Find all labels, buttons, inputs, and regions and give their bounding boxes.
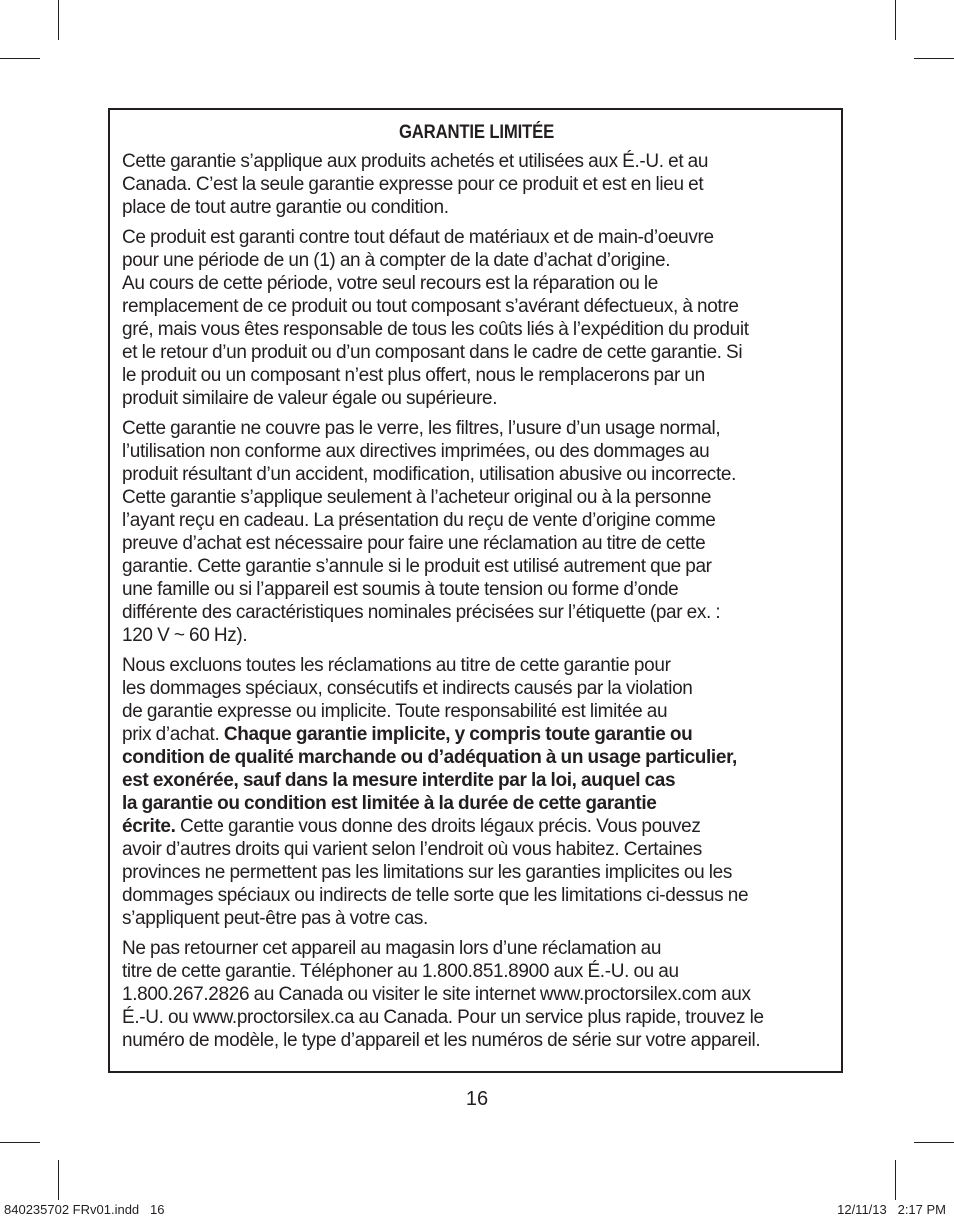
warranty-paragraph-liability bbox=[122, 654, 831, 930]
crop-mark bbox=[914, 1142, 954, 1143]
crop-mark bbox=[0, 58, 40, 59]
crop-mark bbox=[58, 1160, 59, 1200]
crop-mark bbox=[58, 0, 59, 40]
liability-text-start: Nous excluons toutes les réclamations au titre de cette garantie pour les dommages spéciaux, consécutifs et indirects causés par la violation de garantie expresse ou implicite. Toute responsabilité est limitée au prix d’achat. bbox=[122, 655, 693, 745]
crop-mark bbox=[895, 0, 896, 40]
crop-mark bbox=[0, 1142, 40, 1143]
liability-text-bold: Chaque garantie implicite, y compris toute garantie ou condition de qualité marchande ou d’adéquation à un usage particulier, est exonérée, sauf dans la mesure interdite par la loi, auquel cas la garantie ou condition est limitée à la durée de cette garantie écrite. bbox=[122, 724, 737, 837]
warranty-paragraph-coverage: Ce produit est garanti contre tout défaut de matériaux et de main-d’oeuvre pour une période de un (1) an à compter de la date d’achat d’origine. Au cours de cette période, votre seul recours est la réparation ou le remplacement de ce produit ou tout composant s’avérant défectueux, à notre gré, mais vous êtes responsable de tous les coûts liés à l’expédition du produit et le retour d’un produit ou d’un composant dans le cadre de cette garantie. Si le produit ou un composant n’est plus offert, nous le remplacerons par un produit similaire de valeur égale ou supérieure. bbox=[122, 227, 749, 409]
crop-mark bbox=[914, 58, 954, 59]
warranty-paragraph-scope: Cette garantie s’applique aux produits achetés et utilisées aux É.-U. et au Canada. C’est la seule garantie expresse pour ce produit et est en lieu et place de tout autre garantie ou condition. bbox=[122, 151, 709, 218]
warranty-paragraph-exclusions: Cette garantie ne couvre pas le verre, les filtres, l’usure d’un usage normal, l’utilisation non conforme aux directives imprimées, ou des dommages au produit résultant d’un accident, modification, utilisation abusive ou incorrecte. Cette garantie s’applique seulement à l’acheteur original ou à la personne l’ayant reçu en cadeau. La présentation du reçu de vente d’origine comme preuve d’achat est nécessaire pour faire une réclamation au titre de cette garantie. Cette garantie s’annule si le produit est utilisé autrement que par une famille ou si l’appareil est soumis à toute tension ou forme d’onde différente des caractéristiques nominales précisées sur l’étiquette (par ex. : 120 V ~ 60 Hz). bbox=[122, 418, 737, 646]
crop-mark bbox=[895, 1160, 896, 1200]
warranty-paragraph-contact: Ne pas retourner cet appareil au magasin lors d’une réclamation au titre de cette garantie. Téléphoner au 1.800.851.8900 aux É.-U. ou au 1.800.267.2826 au Canada ou visiter le site internet www.proctorsilex.com aux É.-U. ou www.proctorsilex.ca au Canada. Pour un service plus rapide, trouvez le numéro de modèle, le type d’appareil et les numéros de série sur votre appareil. bbox=[122, 938, 764, 1051]
warranty-box bbox=[108, 108, 843, 1073]
slug-datetime: 12/11/13 2:17 PM bbox=[837, 1202, 946, 1217]
slug-filename: 840235702 FRv01.indd 16 bbox=[4, 1202, 165, 1217]
page-number: 16 bbox=[465, 1088, 489, 1110]
warranty-title: GARANTIE LIMITÉE bbox=[398, 122, 555, 143]
liability-text-end: Cette garantie vous donne des droits légaux précis. Vous pouvez avoir d’autres droits qui varient selon l’endroit où vous habitez. Certaines provinces ne permettent pas les limitations sur les garanties implicites ou les dommages spéciaux ou indirects de telle sorte que les limitations ci-dessus ne s’appliquent peut-être pas à votre cas. bbox=[122, 816, 749, 929]
